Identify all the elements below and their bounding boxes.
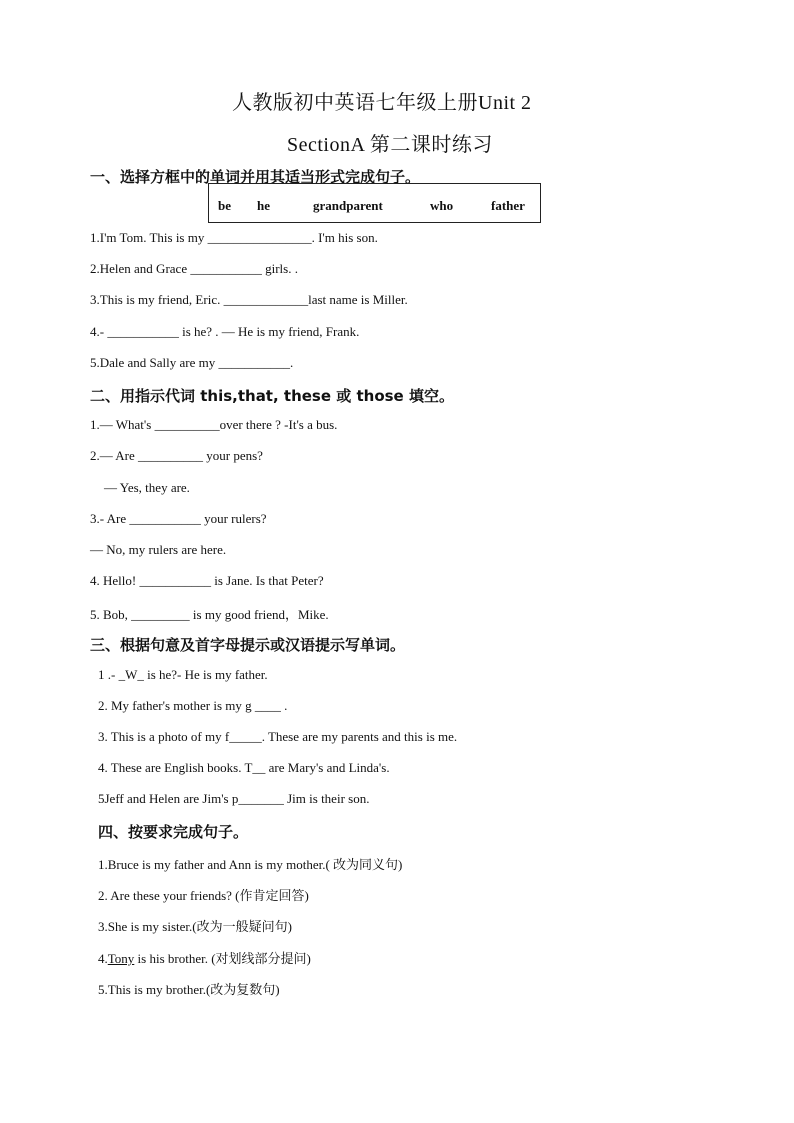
item-number: 4.	[98, 951, 108, 966]
word-box	[208, 183, 541, 223]
exercise-line: — No, my rulers are here.	[90, 542, 227, 557]
word-box-item: father	[491, 198, 525, 213]
exercise-line: 2. My father's mother is my g ____ .	[98, 698, 288, 713]
exercise-line: 4. These are English books. T__ are Mary's and Linda's.	[98, 760, 390, 775]
exercise-line	[98, 948, 311, 967]
exercise-line: 5Jeff and Helen are Jim's p_______ Jim is their son.	[98, 791, 370, 806]
section4-heading: 四、按要求完成句子。	[98, 823, 249, 841]
exercise-line: — Yes, they are.	[104, 480, 190, 495]
item-text: is his brother. (对划线部分提问)	[134, 951, 311, 966]
page-title: 人教版初中英语七年级上册Unit 2	[232, 92, 532, 114]
exercise-line: 4. Hello! ___________ is Jane. Is that Peter?	[90, 573, 324, 588]
section3-heading: 三、根据句意及首字母提示或汉语提示写单词。	[90, 636, 406, 654]
section1-heading: 一、选择方框中的单词并用其适当形式完成句子。	[90, 168, 421, 186]
exercise-line: 3. This is a photo of my f_____. These are my parents and this is me.	[98, 729, 458, 744]
exercise-line: 2.Helen and Grace ___________ girls. .	[90, 261, 298, 276]
page-subtitle: SectionA 第二课时练习	[287, 134, 493, 156]
section2-heading: 二、用指示代词 this,that, these 或 those 填空。	[90, 387, 454, 405]
word-box-item: who	[430, 198, 454, 213]
underlined-word: Tony	[107, 951, 135, 966]
exercise-line: 3.She is my sister.(改为一般疑问句)	[98, 919, 292, 934]
exercise-line: 5.This is my brother.(改为复数句)	[98, 982, 280, 997]
exercise-line: 2. Are these your friends? (作肯定回答)	[98, 888, 309, 903]
exercise-line: 3.This is my friend, Eric. _____________last name is Miller.	[90, 292, 408, 307]
exercise-line: 3.- Are ___________ your rulers?	[90, 511, 267, 526]
exercise-line: 1.Bruce is my father and Ann is my mother.( 改为同义句)	[98, 857, 403, 872]
exercise-line: 5. Bob, _________ is my good friend，Mike.	[90, 607, 329, 622]
exercise-line: 5.Dale and Sally are my ___________.	[90, 355, 294, 370]
word-box-item: grandparent	[313, 198, 383, 213]
exercise-line: 2.— Are __________ your pens?	[90, 448, 263, 463]
exercise-line: 4.- ___________ is he? . — He is my friend, Frank.	[90, 324, 360, 339]
exercise-line: 1.— What's __________over there ? -It's a bus.	[90, 417, 338, 432]
exercise-line: 1.I'm Tom. This is my ________________. I'm his son.	[90, 230, 378, 245]
word-box-item: he	[257, 198, 270, 213]
exercise-line: 1 .- _W_ is he?- He is my father.	[98, 667, 268, 682]
word-box-item: be	[218, 198, 231, 213]
